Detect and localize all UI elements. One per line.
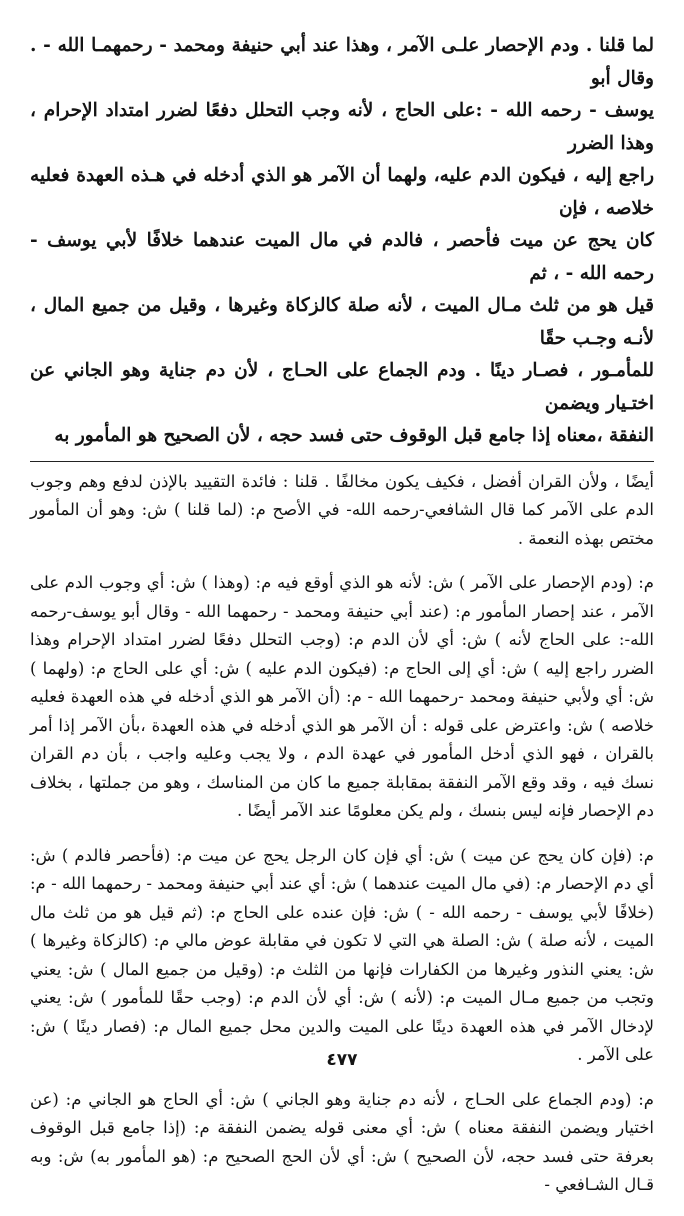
commentary-paragraph: أيضًا ، ولأن القران أفضل ، فكيف يكون مخالفًا . قلنا : فائدة التقييد بالإذن لدفع وهم وجوب الدم على الآمر كما قال الشافعي-رحمه الله- في الأصح م: (لما قلنا ) ش: وهو أن المأمور مختص بهذه النعمة .	[30, 471, 654, 548]
matn-line: النفقة ،معناه إذا جامع قبل الوقوف حتى فسد حجه ، لأن الصحيح هو المأمور به	[54, 425, 654, 446]
section-divider	[30, 461, 654, 462]
commentary-paragraph: م: (فإن كان يحج عن ميت ) ش: أي فإن كان الرجل يحج عن ميت م: (فأحصر فالدم ) ش: أي دم الإحصار م: (في مال الميت عندهما ) ش: أي عند أبي حنيفة ومحمد - رحمهما الله - م: (خلافًا لأبي يوسف - رحمه الله - ) ش: فإن عنده على الحاج م: (ثم قيل هو من ثلث مال الميت ، لأنه صلة ) ش: الصلة هي التي لا تكون في مقابلة عوض مالي م: (كالزكاة وغيرها ) ش: يعني النذور وغيرها من الكفارات فإنها من الثلث م: (وقيل من جميع المال ) ش: يعني وتجب من جميع مـال الميت م: (لأنه ) ش: أي لأن الدم م: (وجب حقًا للمأمور ) ش: يعني لإدخال الآمر في هذه العهدة دينًا على الميت والدين محل جميع المال م: (فصار دينًا ) ش: على الآمر .	[30, 845, 654, 1064]
sharh-commentary-block	[30, 468, 654, 1200]
matn-line: قيل هو من ثلث مـال الميت ، لأنه صلة كالزكاة وغيرها ، وقيل من جميع المال ، لأنـه وجـب حقًا	[30, 295, 654, 349]
matn-line: كان يحج عن ميت فأحصر ، فالدم في مال الميت عندهما خلافًا لأبي يوسف - رحمه الله - ، ثم	[30, 230, 654, 284]
document-page	[30, 30, 654, 1216]
matn-line: لما قلنا . ودم الإحصار علـى الآمر ، وهذا عند أبي حنيفة ومحمد - رحمهمـا الله - . وقال أبو	[30, 35, 654, 89]
commentary-paragraph: م: (ودم الإحصار على الآمر ) ش: لأنه هو الذي أوقع فيه م: (وهذا ) ش: أي وجوب الدم على الآمر ، عند إحصار المأمور م: (عند أبي حنيفة ومحمد - رحمهما الله - وقال أبو يوسف-رحمه الله-: على الحاج لأنه ) ش: أي لأن الدم م: (وجب التحلل دفعًا لضرر امتداد الإحرام وهذا الضرر راجع إليه ) ش: أي إلى الحاج م: (فيكون الدم عليه ) ش: أي على الحاج م: (ولهما ) ش: أي ولأبي حنيفة ومحمد -رحمهما الله - م: (أن الآمر هو الذي أدخله في هذه العهدة فعليه خلاصه ) ش: واعترض على قوله : أن الآمر هو الذي أدخله في هذه العهدة ،بأن الآمر إذا أمر بالقران ، فهو الذي أدخل المأمور في عهدة الدم ، ولا يجب وعليه واجب ، بأن دم القران نسك فيه ، وقد وقع الآمر النفقة بمقابلة جميع ما كان من المناسك ، وهو من جملتها ، بخلاف دم الإحصار فإنه ليس بنسك ، ولم يكن معلومًا عند الآمر أيضًا .	[30, 573, 654, 820]
page-number: ٤٧٧	[326, 1050, 358, 1070]
matn-line: للمأمـور ، فصـار دينًا . ودم الجماع على الحـاج ، لأن دم جناية وهو الجاني عن اختـيار ويضمن	[30, 360, 654, 414]
matn-line: يوسف - رحمه الله - :على الحاج ، لأنه وجب التحلل دفعًا لضرر امتداد الإحرام ، وهذا الضرر	[30, 100, 654, 154]
commentary-paragraph: م: (ودم الجماع على الحـاج ، لأنه دم جناية وهو الجاني ) ش: أي الحاج هو الجاني م: (عن اختيار ويضمن النفقة معناه ) ش: أي معنى قوله يضمن النفقة م: (إذا جامع قبل الوقوف بعرفة حتى فسد حجه، لأن الصحيح ) ش: أي لأن الحج الصحيح م: (هو المأمور به) ش: وبه قـال الشـافعي -	[30, 1089, 654, 1194]
matn-line: راجع إليه ، فيكون الدم عليه، ولهما أن الآمر هو الذي أدخله في هـذه العهدة فعليه خلاصه ، فإن	[30, 165, 654, 219]
matn-text-block	[30, 30, 654, 453]
